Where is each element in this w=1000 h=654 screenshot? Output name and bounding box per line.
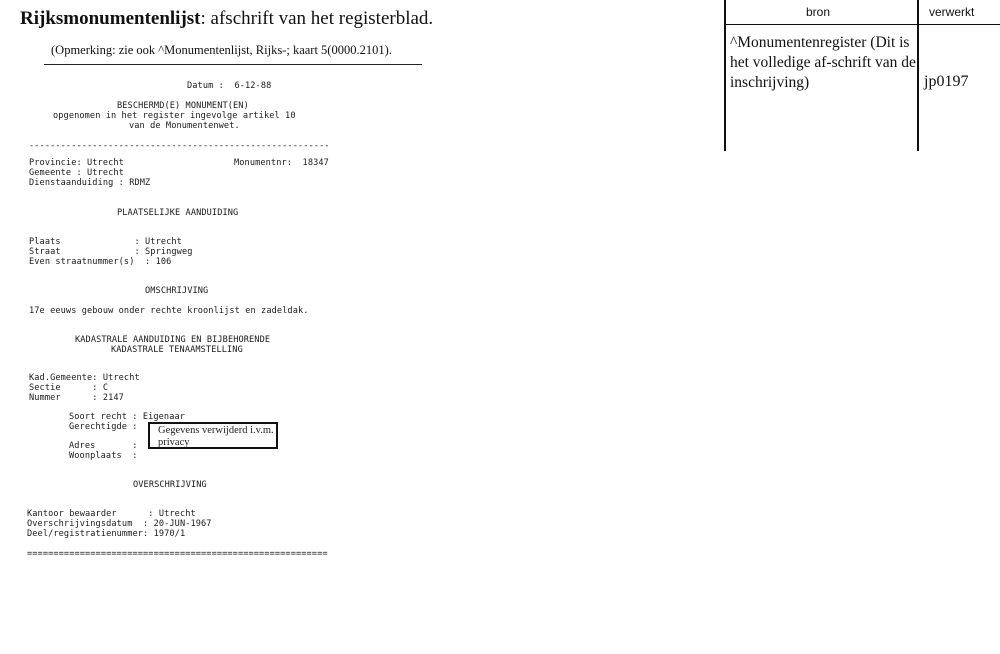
remark-underline — [44, 64, 422, 65]
privacy-redaction-box: Gegevens verwijderd i.v.m. privacy — [148, 422, 278, 449]
nummer-line: Nummer : 2147 — [29, 393, 124, 403]
provincie-line: Provincie: Utrecht — [29, 158, 124, 168]
column-header-bron: bron — [806, 5, 831, 19]
kantoor-line: Kantoor bewaarder : Utrecht — [27, 509, 196, 519]
sectie-line: Sectie : C — [29, 383, 109, 393]
doc-heading-1: BESCHERMD(E) MONUMENT(EN) — [117, 101, 249, 111]
soort-recht-line: Soort recht : Eigenaar — [69, 412, 186, 422]
processed-reference: jp0197 — [924, 73, 969, 90]
page-title — [20, 8, 433, 30]
datum-line: Datum : 6-12-88 — [187, 81, 272, 91]
omschrijving-text: 17e eeuws gebouw onder rechte kroonlijst en zadeldak. — [29, 306, 309, 316]
section-kadastraal-2: KADASTRALE TENAAMSTELLING — [111, 345, 243, 355]
table-left-border — [724, 0, 726, 151]
overschrijvingsdatum-line: Overschrijvingsdatum : 20-JUN-1967 — [27, 519, 212, 529]
title-bold: Rijksmonumentenlijst — [20, 8, 201, 29]
doc-heading-3: van de Monumentenwet. — [129, 121, 240, 131]
table-divider — [917, 0, 919, 151]
deel-line: Deel/registratienummer: 1970/1 — [27, 529, 186, 539]
section-omschrijving: OMSCHRIJVING — [145, 286, 209, 296]
section-kadastraal-1: KADASTRALE AANDUIDING EN BIJBEHORENDE — [75, 335, 271, 345]
woonplaats-line: Woonplaats : — [69, 451, 138, 461]
monumentnr-line: Monumentnr: 18347 — [234, 158, 329, 168]
straat-line: Straat : Springweg — [29, 247, 193, 257]
title-rest: : afschrift van het registerblad. — [200, 8, 434, 29]
dienst-line: Dienstaanduiding : RDMZ — [29, 178, 151, 188]
remark-text: (Opmerking: zie ook ^Monumentenlijst, Rijks-; kaart 5(0000.2101). — [51, 43, 392, 57]
doc-heading-2: opgenomen in het register ingevolge artikel 10 — [53, 111, 296, 121]
plaats-line: Plaats : Utrecht — [29, 237, 182, 247]
source-reference: ^Monumentenregister (Dit is het volledige af-schrift van de inschrijving) — [730, 34, 916, 91]
section-overschrijving: OVERSCHRIJVING — [133, 480, 207, 490]
adres-line: Adres : — [69, 441, 138, 451]
table-header-rule — [724, 24, 1000, 25]
separator-line: --------------------------------------------------------- — [29, 141, 330, 151]
gemeente-line: Gemeente : Utrecht — [29, 168, 124, 178]
column-header-verwerkt: verwerkt — [929, 5, 975, 19]
section-plaatselijk: PLAATSELIJKE AANDUIDING — [117, 208, 239, 218]
gerechtigde-line: Gerechtigde : — [69, 422, 138, 432]
kad-gemeente-line: Kad.Gemeente: Utrecht — [29, 373, 140, 383]
straatnummer-line: Even straatnummer(s) : 106 — [29, 257, 172, 267]
end-separator: ========================================================= — [27, 549, 328, 559]
